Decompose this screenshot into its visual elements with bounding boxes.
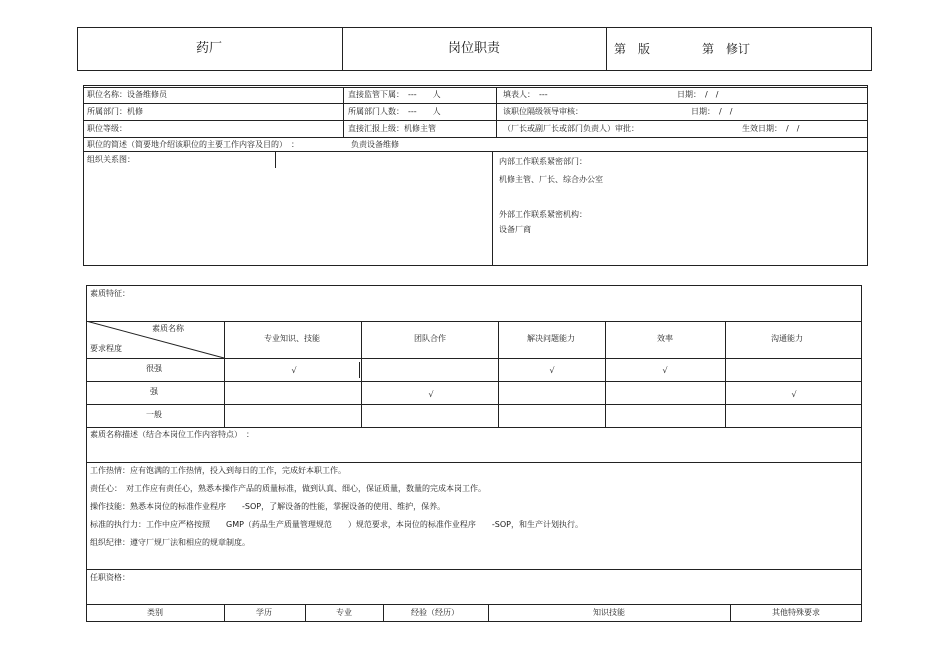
- cell-edit-mark: [359, 362, 360, 378]
- row-level-average: 一般: [146, 410, 162, 419]
- info-row-line-1: [83, 103, 868, 104]
- effective-date: 生效日期： / /: [742, 124, 800, 133]
- check-mark: √: [291, 366, 297, 375]
- company-name: 药厂: [195, 41, 223, 56]
- description-line-5: 组织纪律：遵守厂规厂法和相应的规章制度。: [90, 538, 250, 547]
- req-header-knowledge: 知识技能: [593, 608, 625, 617]
- revision-label: 第 修订: [702, 42, 751, 56]
- info-row-line-4: [83, 151, 868, 152]
- external-contacts-label: 外部工作联系紧密机构：: [499, 210, 587, 219]
- q-line-5: [86, 427, 862, 428]
- date-filled: 日期： / /: [677, 90, 719, 99]
- req-col-5: [730, 604, 731, 622]
- info-row-line-2: [83, 120, 868, 121]
- info-top-double: [83, 87, 868, 88]
- col-header-problem-solving: 解决问题能力: [527, 334, 575, 343]
- document-title: 岗位职责: [447, 41, 501, 56]
- header-divider-2: [606, 27, 607, 71]
- approver: 该职位隔级领导审核：: [503, 107, 583, 116]
- q-col-2: [361, 321, 362, 427]
- diag-top-label: 素质名称: [152, 324, 184, 333]
- description-label: 素质名称描述（结合本岗位工作内容特点） ：: [90, 430, 254, 439]
- req-col-2: [305, 604, 306, 622]
- description-line-1: 工作热情：应有饱满的工作热情，投入到每日的工作，完成好本职工作。: [90, 466, 346, 475]
- diag-bottom-label: 要求程度: [90, 344, 122, 353]
- version-label: 第 版: [614, 42, 651, 56]
- info-org-divider: [492, 151, 493, 266]
- dept-headcount: 所属部门人数： --- 人: [348, 107, 441, 116]
- info-col-line-1: [343, 87, 344, 137]
- req-header-category: 类别: [147, 608, 163, 617]
- info-col-line-2: [496, 87, 497, 137]
- description-line-4: 标准的执行力：工作中应严格按照 GMP（药品生产质量管理规范 ）规范要求，本岗位的标准作业程序 -SOP，和生产计划执行。: [90, 520, 584, 529]
- check-mark: √: [428, 390, 434, 399]
- row-level-very-strong: 很强: [146, 364, 162, 373]
- q-col-4: [605, 321, 606, 427]
- col-header-efficiency: 效率: [657, 334, 673, 343]
- info-row-line-3: [83, 137, 868, 138]
- q-line-8: [86, 604, 862, 605]
- req-header-major: 专业: [336, 608, 352, 617]
- internal-contacts: 机修主管、厂长、综合办公室: [499, 175, 603, 184]
- q-line-7: [86, 569, 862, 570]
- description-line-2: 责任心： 对工作应有责任心，熟悉本操作产品的质量标准，做到认真、细心，保证质量，数量的完成本岗工作。: [90, 484, 486, 493]
- summary-value: 负责设备维修: [351, 140, 399, 149]
- internal-contacts-label: 内部工作联系紧密部门：: [499, 157, 587, 166]
- approval-note: （厂长或副厂长或部门负责人）审批：: [503, 124, 639, 133]
- req-header-experience: 经验（经历）: [411, 608, 459, 617]
- direct-subordinates: 直接监管下属： --- 人: [348, 90, 441, 99]
- q-line-4: [86, 404, 862, 405]
- q-line-3: [86, 381, 862, 382]
- col-header-teamwork: 团队合作: [414, 334, 446, 343]
- req-header-special: 其他特殊要求: [772, 608, 820, 617]
- check-mark: √: [662, 366, 668, 375]
- header-divider-1: [342, 27, 343, 71]
- check-mark: √: [791, 390, 797, 399]
- reports-to: 直接汇报上级：机修主管: [348, 124, 436, 133]
- description-line-3: 操作技能：熟悉本岗位的标准作业程序 -SOP，了解设备的性能，掌握设备的使用、维护，保养。: [90, 502, 446, 511]
- qualities-section-label: 素质特征：: [90, 289, 130, 298]
- q-line-6: [86, 462, 862, 463]
- info-table: [83, 85, 868, 266]
- department: 所属部门：机修: [87, 107, 143, 116]
- req-header-education: 学历: [256, 608, 272, 617]
- col-header-skills: 专业知识、技能: [264, 334, 320, 343]
- col-header-communication: 沟通能力: [771, 334, 803, 343]
- position-name: 职位名称：设备维修员: [87, 90, 167, 99]
- q-col-3: [498, 321, 499, 427]
- requirements-label: 任职资格：: [90, 573, 130, 582]
- req-col-3: [383, 604, 384, 622]
- filled-by: 填表人： ---: [503, 90, 548, 99]
- org-chart-label: 组织关系图：: [87, 155, 135, 164]
- info-org-tick: [275, 152, 276, 168]
- external-contacts: 设备厂商: [499, 225, 531, 234]
- position-grade: 职位等级：: [87, 124, 127, 133]
- date-approved: 日期： / /: [691, 107, 733, 116]
- q-col-5: [725, 321, 726, 427]
- check-mark: √: [549, 366, 555, 375]
- req-col-1: [224, 604, 225, 622]
- req-col-4: [488, 604, 489, 622]
- summary-label: 职位的简述（简要地介绍该职位的主要工作内容及目的） ：: [87, 140, 299, 149]
- row-level-strong: 强: [150, 387, 158, 396]
